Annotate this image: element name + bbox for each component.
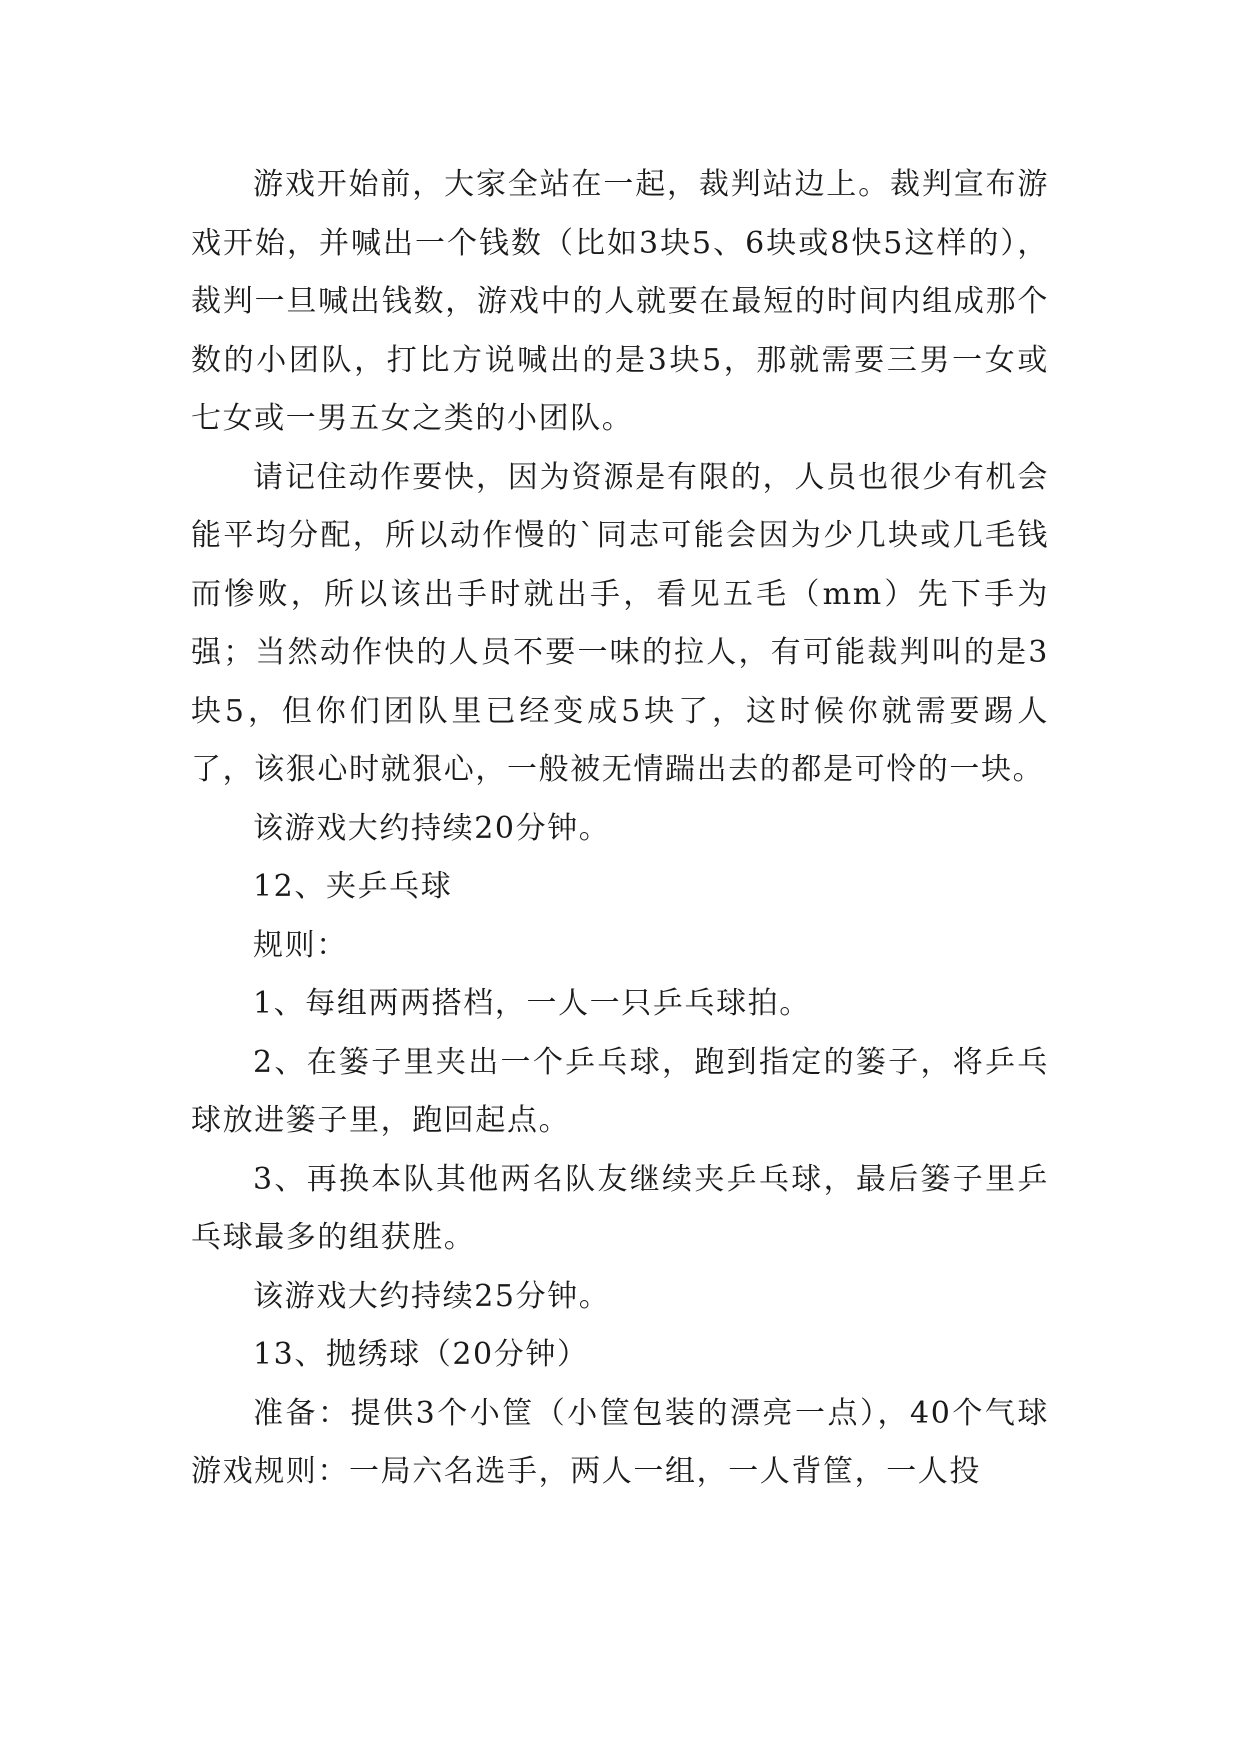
section-heading-12: 12、夹乒乓球 — [253, 869, 453, 904]
paragraph-game-intro: 游戏开始前，大家全站在一起，裁判站边上。裁判宣布游戏开始，并喊出一个钱数（比如3块5、6块或8快5这样的），裁判一旦喊出钱数，游戏中的人就要在最短的时间内组成那个数的小团队，打比方说喊出的是3块5，那就需要三男一女或七女或一男五女之类的小团队。 — [191, 167, 1049, 436]
paragraph-game-tips: 请记住动作要快，因为资源是有限的，人员也很少有机会能平均分配，所以动作慢的`同志可能会因为少几块或几毛钱而惨败，所以该出手时就出手，看见五毛（mm）先下手为强；当然动作快的人员不要一味的拉人，有可能裁判叫的是3块5，但你们团队里已经变成5块了，这时候你就需要踢人了，该狠心时就狠心，一般被无情踹出去的都是可怜的一块。 — [191, 459, 1049, 787]
paragraph-preparation: 准备：提供3个小筐（小筐包装的漂亮一点），40个气球游戏规则：一局六名选手，两人一组，一人背筐，一人投 — [191, 1395, 1049, 1489]
paragraph-duration-20: 该游戏大约持续20分钟。 — [253, 810, 611, 846]
rule-item-3: 3、再换本队其他两名队友继续夹乒乓球，最后篓子里乒乓球最多的组获胜。 — [191, 1161, 1049, 1255]
document-body — [191, 156, 1049, 1502]
paragraph-duration-25: 该游戏大约持续25分钟。 — [253, 1278, 611, 1314]
section-heading-13: 13、抛绣球（20分钟） — [253, 1337, 589, 1372]
rules-label: 规则： — [253, 927, 348, 963]
rule-item-1: 1、每组两两搭档，一人一只乒乓球拍。 — [253, 986, 811, 1021]
rule-item-2: 2、在篓子里夹出一个乒乓球，跑到指定的篓子，将乒乓球放进篓子里，跑回起点。 — [191, 1044, 1049, 1138]
